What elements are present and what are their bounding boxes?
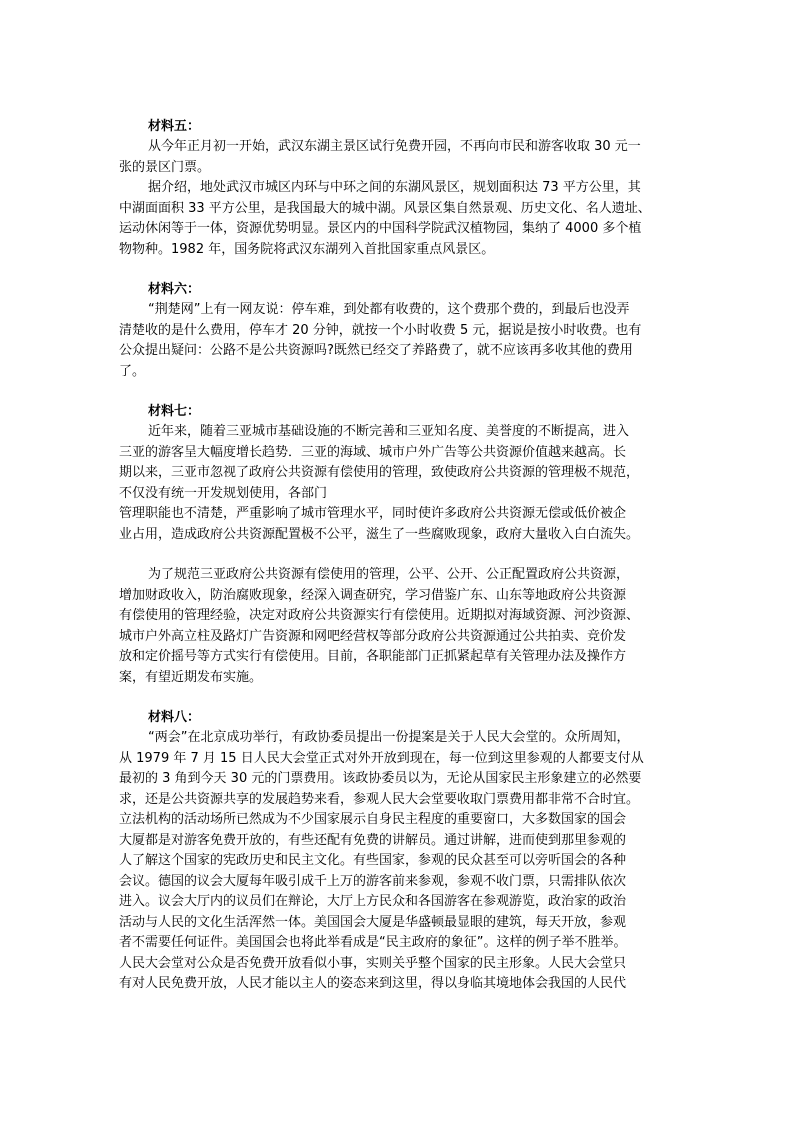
paragraph-line: 有偿使用的管理经验，决定对政府公共资源实行有偿使用。近期拟对海域资源、河沙资源、 [119, 608, 640, 623]
paragraph-line: 人民大会堂对公众是否免费开放看似小事，实则关乎整个国家的民主形象。人民大会堂只 [119, 955, 627, 971]
paragraph-line: 三亚的游客呈大幅度增长趋势．三亚的海域、城市户外广告等公共资源价值越来越高。长 [119, 444, 627, 460]
paragraph-line: 业占用，造成政府公共资源配置极不公平，滋生了一些腐败现象，政府大量收入白白流失。 [119, 526, 640, 542]
paragraph-line: 张的景区门票。 [119, 159, 211, 175]
paragraph-line: 中湖面面积 33 平方公里，是我国最大的城中湖。风景区集自然景观、历史文化、名人遗址、 [119, 200, 651, 216]
paragraph-line: 有对人民免费开放，人民才能以主人的姿态来到这里，得以身临其境地体会我国的人民代 [119, 976, 627, 991]
paragraph-line: 从今年正月初一开始，武汉东湖主景区试行免费开园，不再向市民和游客收取 30 元一 [148, 139, 641, 154]
paragraph-line: 求，还是公共资源共享的发展趋势来看，参观人民大会堂要收取门票费用都非常不合时宜。 [119, 791, 640, 807]
material-six-heading: 材料六： [148, 282, 201, 297]
paragraph-line: 案，有望近期发布实施。 [119, 669, 263, 685]
material-eight-section [119, 708, 675, 995]
material-seven-section [119, 402, 675, 688]
paragraph-line: 物物种。1982 年，国务院将武汉东湖列入首批国家重点风景区。 [119, 241, 495, 257]
paragraph-line: 活动与人民的文化生活浑然一体。美国国会大厦是华盛顿最显眼的建筑，每天开放，参观 [119, 914, 627, 930]
material-five-section [119, 117, 675, 260]
paragraph-line: 从 1979 年 7 月 15 日人民大会堂正式对外开放到现在，每一位到这里参观的人都要支付从 [119, 750, 644, 766]
paragraph-line: 放和定价摇号等方式实行有偿使用。目前，各职能部门正抓紧起草有关管理办法及操作方 [119, 649, 627, 664]
paragraph-line: 公众提出疑问：公路不是公共资源吗?既然已经交了养路费了，就不应该再多收其他的费用 [119, 343, 633, 358]
paragraph-gap [119, 545, 675, 565]
paragraph-line: 大厦都是对游客免费开放的，有些还配有免费的讲解员。通过讲解，进而使到那里参观的 [119, 832, 627, 848]
paragraph-line: 据介绍，地处武汉市城区内环与中环之间的东湖风景区，规划面积达 73 平方公里，其 [148, 180, 641, 195]
paragraph-line: 清楚收的是什么费用，停车才 20 分钟，就按一个小时收费 5 元，据说是按小时收费。也有 [119, 322, 642, 338]
paragraph-line: 会议。德国的议会大厦每年吸引成千上万的游客前来参观，参观不收门票，只需排队依次 [119, 873, 627, 889]
paragraph-line: 人了解这个国家的宪政历史和民主文化。有些国家，参观的民众甚至可以旁听国会的各种 [119, 853, 627, 868]
paragraph-line: 了。 [119, 363, 146, 379]
paragraph-line: 为了规范三亚政府公共资源有偿使用的管理，公平、公开、公正配置政府公共资源， [148, 567, 630, 582]
paragraph-line: 近年来，随着三亚城市基础设施的不断完善和三亚知名度、美誉度的不断提高，进入 [148, 424, 630, 439]
paragraph-line: 立法机构的活动场所已然成为不少国家展示自身民主程度的重要窗口，大多数国家的国会 [119, 812, 627, 827]
material-eight-heading: 材料八： [148, 710, 201, 725]
paragraph-line: 运动休闲等于一体，资源优势明显。景区内的中国科学院武汉植物园，集纳了 4000 多个植 [119, 221, 642, 236]
material-six-section [119, 280, 675, 382]
paragraph-line: 最初的 3 角到今天 30 元的门票费用。该政协委员以为，无论从国家民主形象建立的必然要 [119, 771, 642, 786]
paragraph-line: 增加财政收入，防治腐败现象，经深入调查研究，学习借鉴广东、山东等地政府公共资源 [119, 587, 627, 603]
material-seven-heading: 材料七： [148, 404, 201, 419]
document-page [119, 117, 675, 1015]
paragraph-line: 进入。议会大厅内的议员们在辩论，大厅上方民众和各国游客在参观游览，政治家的政治 [119, 894, 627, 909]
material-five-heading: 材料五： [148, 119, 201, 134]
paragraph-line: 管理职能也不清楚，严重影响了城市管理水平，同时使许多政府公共资源无偿或低价被企 [119, 506, 627, 521]
paragraph-line: 城市户外高立柱及路灯广告资源和网吧经营权等部分政府公共资源通过公共拍卖、竞价发 [119, 628, 627, 644]
paragraph-line: 期以来，三亚市忽视了政府公共资源有偿使用的管理，致使政府公共资源的管理极不规范， [119, 465, 640, 480]
paragraph-line: “荆楚网”上有一网友说：停车难，到处都有收费的，这个费那个费的，到最后也没弄 [148, 302, 630, 317]
paragraph-line: 不仅没有统一开发规划使用，各部门 [119, 485, 328, 501]
paragraph-line: 者不需要任何证件。美国国会也将此举看成是“民主政府的象征”。这样的例子举不胜举。 [119, 935, 627, 950]
paragraph-line: “两会”在北京成功举行，有政协委员提出一份提案是关于人民大会堂的。众所周知， [148, 730, 630, 745]
